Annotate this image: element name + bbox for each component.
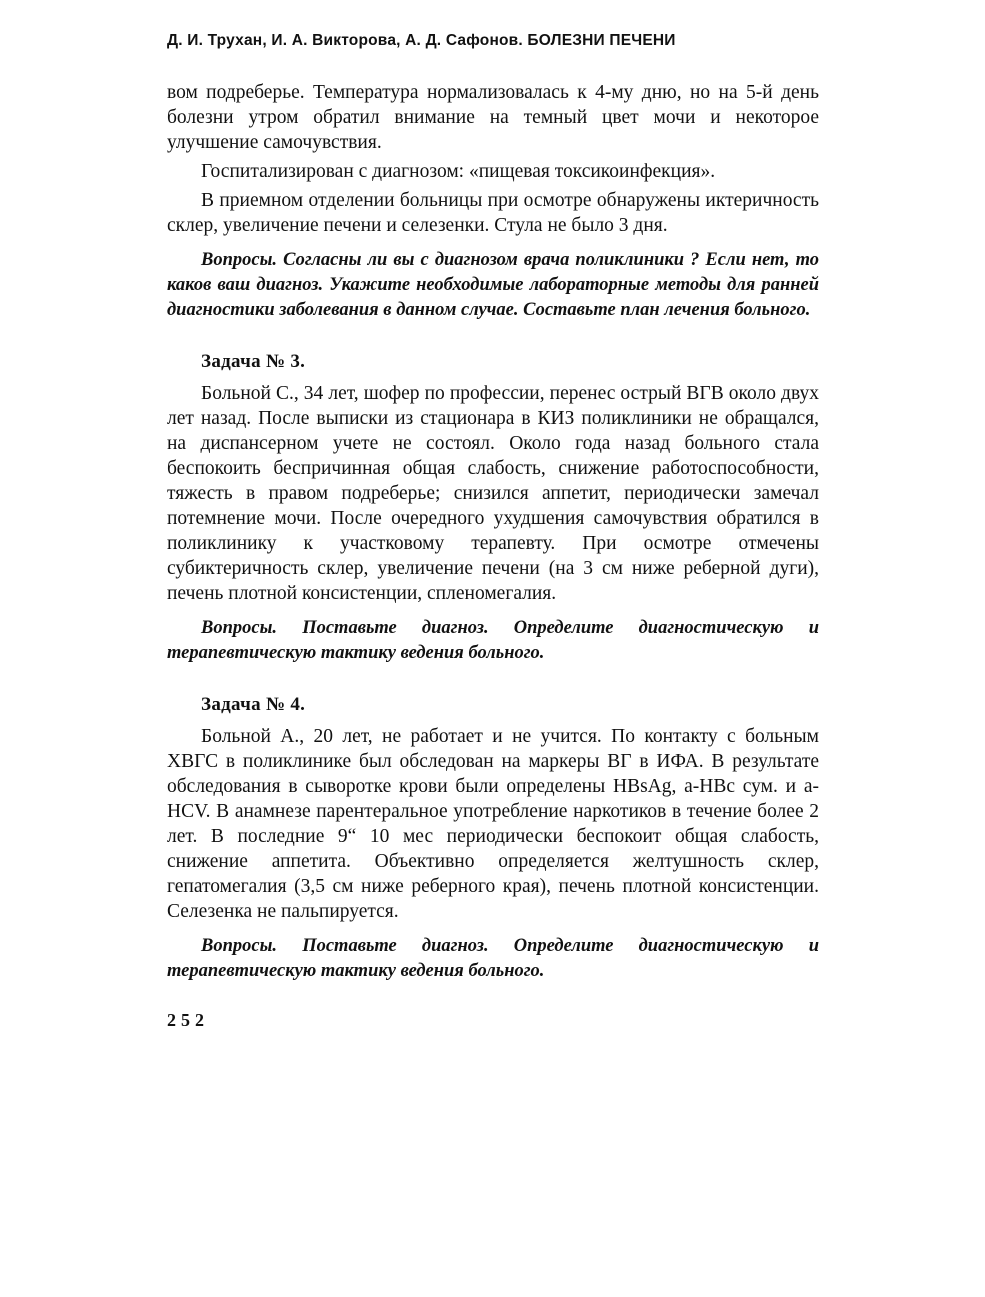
intro-paragraph-3: В приемном отделении больницы при осмотре обнаружены иктеричность склер, увеличение печени и селезенки. Стула не было 3 дня. [167, 190, 819, 236]
task-3-text: Больной С., 34 лет, шофер по профессии, перенес острый ВГВ около двух лет назад. После выписки из стационара в КИЗ поликлиники не обращался, на диспансерном учете не состоял. Около года назад больного стала беспокоить беспричинная общая слабость, снижение работоспособности, тяжесть в правом подреберье; снизился аппетит, периодически замечал потемнение мочи. После очередного ухудшения самочувствия обратился в поликлинику к участковому терапевту. При осмотре отмечены субиктеричность склер, увеличение печени (на 3 см ниже реберной дуги), печень плотной консистенции, спленомегалия. [167, 383, 819, 604]
task-3-title: Задача № 3. [201, 351, 306, 372]
task-4-text: Больной А., 20 лет, не работает и не учится. По контакту с больным ХВГС в поликлинике был обследован на маркеры ВГ в ИФА. В результате обследования в сыворотке крови были определены HBsAg, a-HBc сум. и a-HCV. В анамнезе парентеральное употребление наркотиков в течение более 2 лет. В последние 9“ 10 мес периодически беспокоит общая слабость, снижение аппетита. Объективно определяется желтушность склер, гепатомегалия (3,5 см ниже реберного края), печень плотной консистенции. Селезенка не пальпируется. [167, 726, 819, 922]
running-head: Д. И. Трухан, И. А. Викторова, А. Д. Сафонов. БОЛЕЗНИ ПЕЧЕНИ [167, 32, 676, 49]
page-number: 252 [167, 1010, 209, 1030]
intro-questions: Вопросы. Согласны ли вы с диагнозом врача поликлиники ? Если нет, то каков ваш диагноз. Укажите необходимые лабораторные методы для ранней диагностики заболевания в данном случае. Составьте план лечения больного. [167, 250, 819, 320]
task-3-questions: Вопросы. Поставьте диагноз. Определите диагностическую и терапевтическую тактику ведения больного. [167, 618, 819, 663]
intro-paragraph-2: Госпитализирован с диагнозом: «пищевая токсикоинфекция». [201, 161, 716, 182]
intro-paragraph-1: вом подреберье. Температура нормализовалась к 4-му дню, но на 5-й день болезни утром обратил внимание на темный цвет мочи и некоторое улучшение самочувствия. [167, 82, 819, 153]
task-4-questions: Вопросы. Поставьте диагноз. Определите диагностическую и терапевтическую тактику ведения больного. [167, 936, 819, 981]
task-4-title: Задача № 4. [201, 694, 306, 715]
book-page [167, 30, 819, 1033]
